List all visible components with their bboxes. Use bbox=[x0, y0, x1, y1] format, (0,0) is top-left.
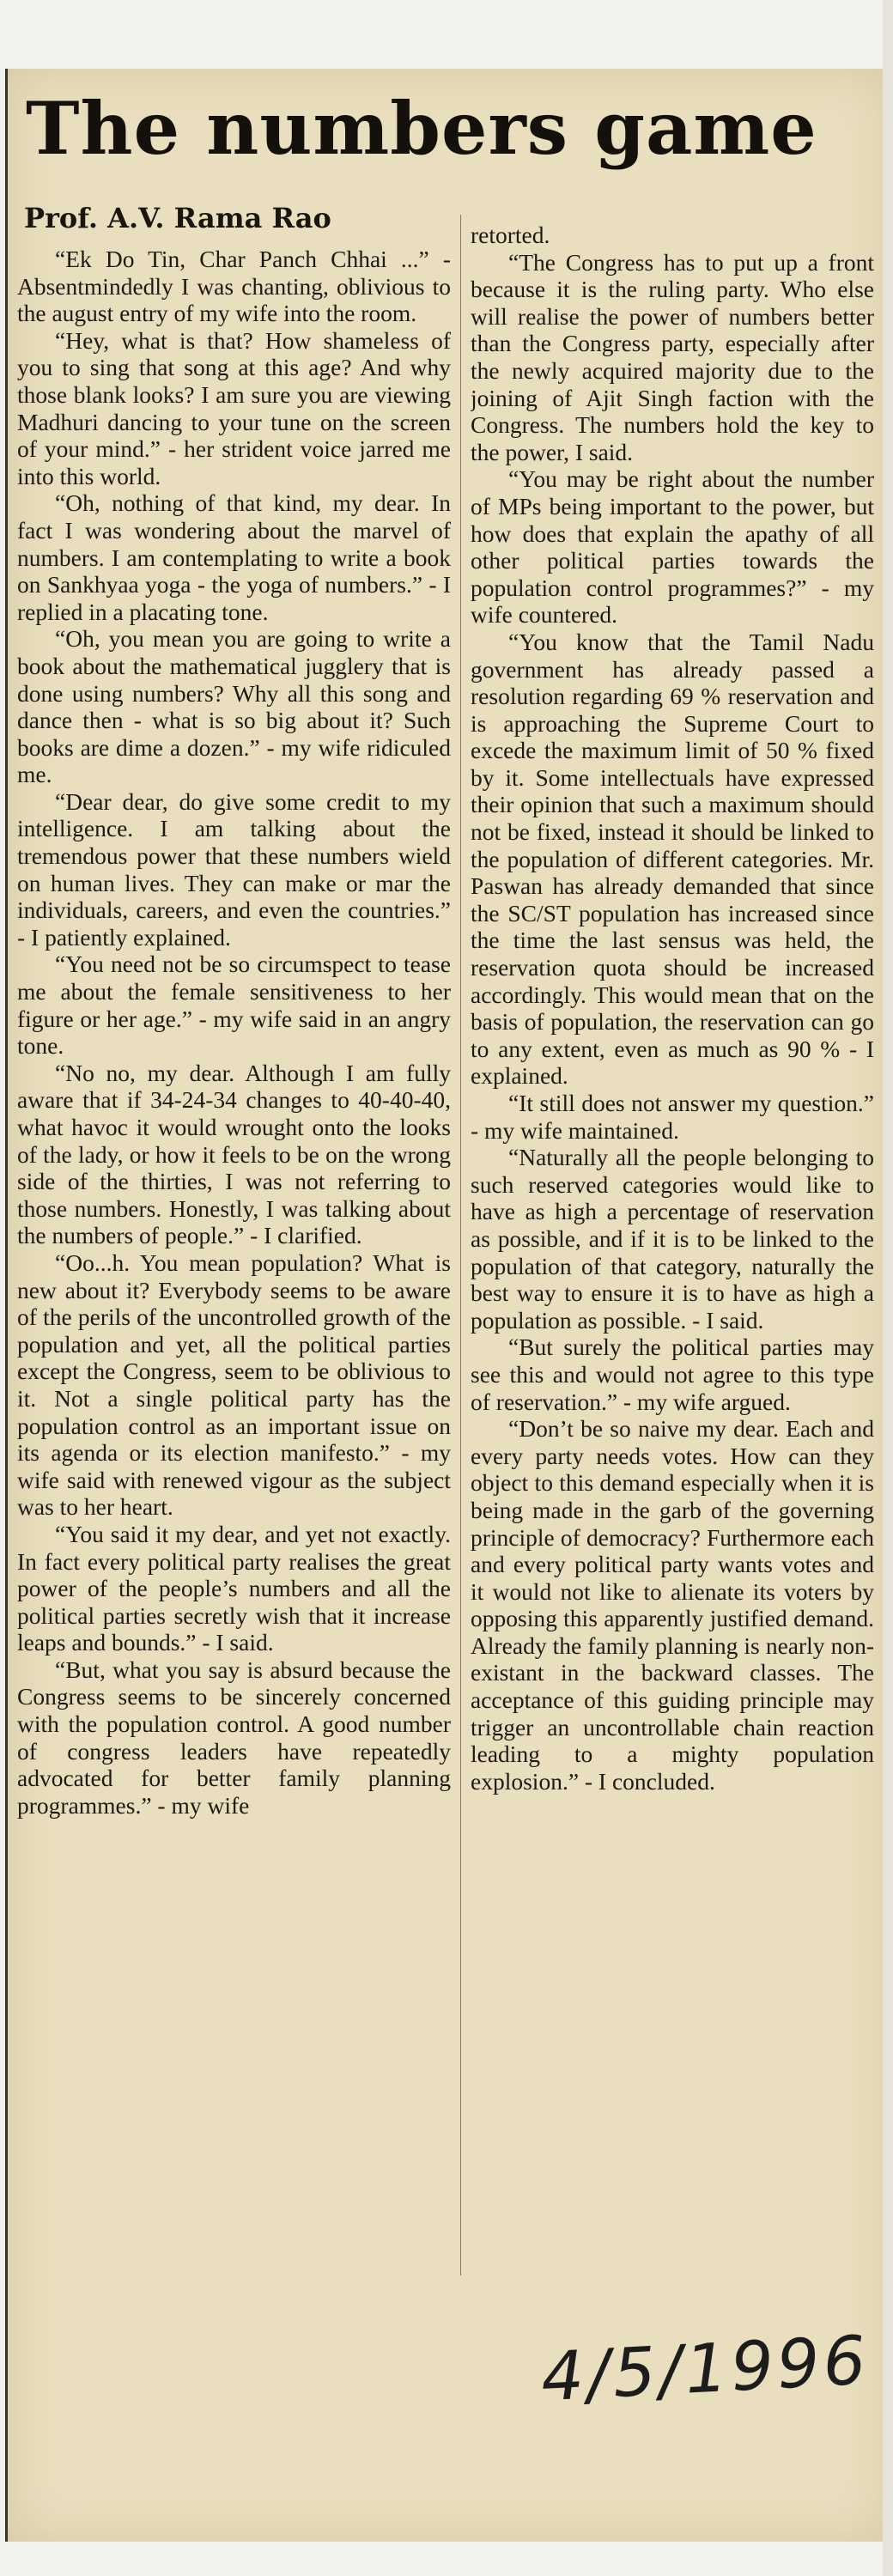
paragraph-continuation: retorted. bbox=[471, 222, 550, 248]
paragraph: “Oo...h. You mean population? What is new about it? Everybody seems to be aware of the perils of the uncontrolled growth of the population and yet, all the political parties except the Congress, seem to be oblivious to it. Not a single political party has the population control as an important issue on its agenda or its election manifesto.” - my wife said with renewed vigour as the subject was to her heart. bbox=[17, 1249, 451, 1521]
paragraph: “It still does not answer my question.” - my wife maintained. bbox=[471, 1090, 874, 1144]
article-column-right bbox=[471, 222, 874, 2437]
article-headline: The numbers game bbox=[26, 86, 817, 171]
paragraph: “Dear dear, do give some credit to my intelligence. I am talking about the tremendous power that these numbers wield on human lives. They can make or mar the individuals, careers, and even the countries.” - I patiently explained. bbox=[17, 787, 451, 951]
paragraph: “You need not be so circumspect to tease me about the female sensitiveness to her figure or her age.” - my wife said in an angry tone. bbox=[17, 951, 451, 1060]
paragraph: “Oh, nothing of that kind, my dear. In fact I was wondering about the marvel of numbers. I am contemplating to write a book on Sankhyaa yoga - the yoga of numbers.” - I replied in a placating tone. bbox=[17, 489, 451, 625]
paragraph: “But surely the political parties may see this and would not agree to this type of reservation.” - my wife argued. bbox=[471, 1334, 874, 1415]
paragraph: “The Congress has to put up a front because it is the ruling party. Who else will realise the power of numbers better than the Congress party, especially after the newly acquired majority due to the joining of Ajit Singh faction with the Congress. The numbers hold the key to the power, I said. bbox=[471, 248, 874, 465]
paragraph: “Naturally all the people belonging to such reserved categories would like to have as high a percentage of reservation as possible, and if it is to be linked to the population of that category, naturally the best way to ensure it is to have as high a population as possible. - I said. bbox=[471, 1144, 874, 1334]
column-divider bbox=[460, 215, 461, 2275]
paragraph: “You may be right about the number of MPs being important to the power, but how does that explain the apathy of all other political parties towards the population control programmes?” - my wife countered. bbox=[471, 465, 874, 629]
paragraph: “You said it my dear, and yet not exactly. In fact every political party realises the great power of the people’s numbers and all the political parties secretly wish that it increase leaps and bounds.” - I said. bbox=[17, 1520, 451, 1656]
paragraph: “Ek Do Tin, Char Panch Chhai ...” - Absentmindedly I was chanting, oblivious to the august entry of my wife into the room. bbox=[17, 246, 451, 327]
article-column-left bbox=[17, 246, 451, 2461]
article-byline: Prof. A.V. Rama Rao bbox=[24, 202, 331, 234]
handwritten-date: 4/5/1996 bbox=[538, 2322, 872, 2417]
paragraph: “No no, my dear. Although I am fully aware that if 34-24-34 changes to 40-40-40, what havoc it would wrought onto the looks of the lady, or how it feels to be on the wrong side of the thirties, I was not referring to those numbers. Honestly, I was talking about the numbers of people.” - I clarified. bbox=[17, 1059, 451, 1249]
paragraph: “Oh, you mean you are going to write a book about the mathematical jugglery that is done using numbers? Why all this song and dance then - what is so big about it? Such books are dime a dozen.” - my wife ridiculed me. bbox=[17, 625, 451, 788]
scan-edge bbox=[883, 0, 893, 2576]
paragraph: “Don’t be so naive my dear. Each and every party needs votes. How can they object to this demand especially when it is being made in the garb of the governing principle of democracy? Furthermore each and every political party wants votes and it would not like to alienate its voters by opposing this apparently justified demand. Already the family planning is nearly non-existant in the backward classes. The acceptance of this guiding principle may trigger an uncontrollable chain reaction leading to a mighty population explosion.” - I concluded. bbox=[471, 1415, 874, 1795]
paragraph: “But, what you say is absurd because the Congress seems to be sincerely concerned with the population control. A good number of congress leaders have repeatedly advocated for better family planning programmes.” - my wife bbox=[17, 1656, 451, 1819]
paragraph: “Hey, what is that? How shameless of you to sing that song at this age? And why those blank looks? I am sure you are viewing Madhuri dancing to your tune on the screen of your mind.” - her strident voice jarred me into this world. bbox=[17, 326, 451, 489]
paragraph: “You know that the Tamil Nadu government has already passed a resolution regarding 69 % reservation and is approaching the Supreme Court to excede the maximum limit of 50 % fixed by it. Some intellectuals have expressed their opinion that such a maximum should not be fixed, instead it should be linked to the population of different categories. Mr. Paswan has already demanded that since the SC/ST population has increased since the time the last sensus was held, the reservation quota should be increased accordingly. This would mean that on the basis of population, the reservation can go to any extent, even as much as 90 % - I explained. bbox=[471, 628, 874, 1090]
